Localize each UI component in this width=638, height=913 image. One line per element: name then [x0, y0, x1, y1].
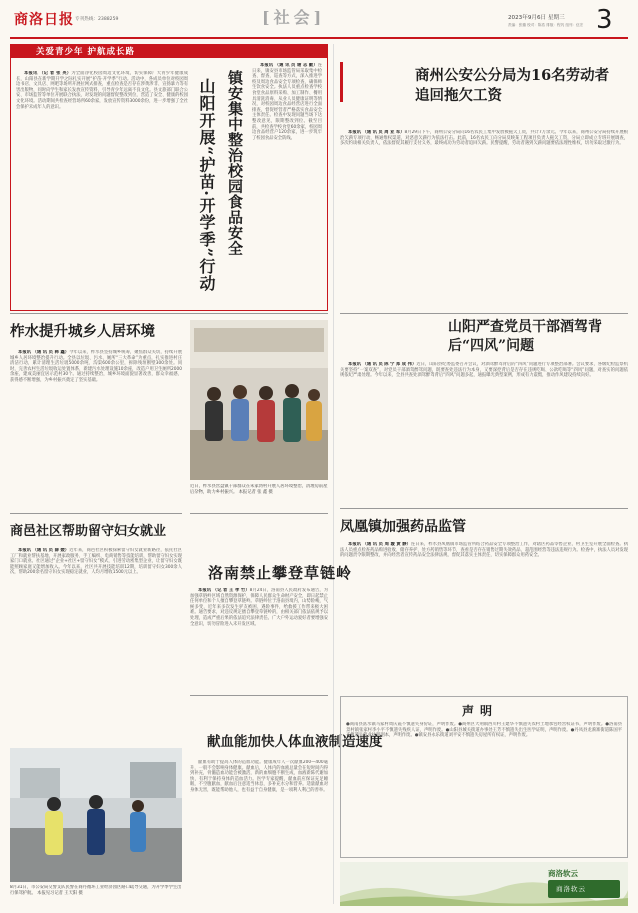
- shangzhou-headline: 商州公安公分局为16名劳动者追回拖欠工资: [415, 67, 610, 104]
- youth-banner-label: 关爱青少年 护航成长路: [36, 47, 135, 57]
- yangjiao-byline: 本报讯 （通 讯 员 陈 宁 郑 成 伟）: [348, 362, 417, 367]
- zhenan-headline: 镇安集中整治校园食品安全: [226, 70, 244, 256]
- editors-line: 责编：张璐 校对：陈浩 排版：程芮 组刊：伍宏: [508, 23, 584, 27]
- zhashui-photo: [190, 320, 328, 480]
- yangjiao-text: 近日，山阳县纪委监委召开会议，对酒驾醉驾背后的“四风”问题进行专项整治部署。会议要求，各级纪检监察机关要坚持“一案双查”，对党员干部酒驾醉驾问题，既要查处违法行为本身，又要深挖背后是否存在违规吃喝、公款吃喝等“四风”问题，对查实的问题依规依纪严肃处理。今年以来，全县共查处酒驾醉驾背后“四风”问题多起，通报曝光典型案例，形成有力震慑，推动作风建设持续向好。: [340, 362, 628, 379]
- page-number: 3: [596, 5, 613, 35]
- shangzhou-article-body: [340, 130, 628, 286]
- yangjiao-headline: 山阳严查党员干部酒驾背后“四风”问题: [448, 319, 602, 354]
- zhashui-article-body: [10, 350, 182, 506]
- yangjiao-top-rule: [340, 313, 628, 314]
- luonan-text: 8月24日，洛南县人民政府发布通告，为加强草链岭区域自然资源保护，保障人民群众生命财产安全，即日起禁止任何单位和个人擅自攀登草链岭。草链岭位于洛南县境内，山势险峻，气候多变，近年来多次发生驴友被困、遇险事件，给救援工作带来极大困难。通告要求，对违反规定擅自攀登草链岭的，由相关部门依法依规予以处理，造成严重后果的依法追究法律责任。广大户外运动爱好者要增强安全意识，切勿冒险进入未开发区域。: [190, 588, 328, 627]
- community-text: 近年来，商邑社区积极探索留守妇女就业新路径，依托社区工厂和就业帮扶基地，开展家政服务、手工编织、电商销售等技能培训，帮助留守妇女实现家门口就业。社区通过“企业+社区+留守妇女”模式，引进劳动密集型企业，让留守妇女既能照顾家庭又能增加收入。今年以来，社区共开展技能培训12期，培训留守妇女300余人次，帮助200余名留守妇女实现稳定就业，人均月增收1500元以上。: [10, 548, 182, 576]
- shanyang-byline: 本报讯 （记 者 张 英）: [24, 71, 72, 76]
- masthead-rule: [10, 37, 628, 39]
- yangjiao-article-body: [340, 362, 628, 500]
- shengming-headline: 声明: [462, 704, 499, 718]
- community-top-rule: [10, 513, 182, 514]
- section-name: 社会: [273, 8, 314, 27]
- luonan-photo: [10, 748, 182, 882]
- blood-top-rule: [190, 695, 328, 696]
- zhenan-byline: 本报讯 （通 讯 员 谢 志 勤）: [260, 63, 318, 68]
- shanyang-article-body: [16, 71, 188, 303]
- zhashui-headline: 柞水提升城乡人居环境: [10, 323, 155, 340]
- community-byline: 本报讯 （通 讯 员 薛 媛）: [18, 548, 70, 553]
- blood-headline: 献血能加快人体血液制造速度: [207, 734, 383, 750]
- fenghuang-headline: 凤凰镇加强药品监管: [340, 519, 466, 535]
- masthead: [0, 0, 638, 40]
- shangzhou-accent: [340, 62, 407, 102]
- shanyang-headline: 山阳开展“护苗·开学季”行动: [197, 78, 216, 292]
- luonan-article-body: [190, 588, 328, 688]
- zhenan-text: 连日来，镇安县市场监管局采取集中检查、督查、巡查等方式，深入推进学校及周边食品安全专项检查，确保师生饮食安全。执法人员重点检查学校食堂食品原料采购、加工制作、餐用具清洗消毒、从业人员健康证明等情况，对校园周边食品经营店进行全面排查，督促经营者严格落实食品安全主体责任。检查中发现问题当场下达整改意见，限期整改到位。截至目前，共检查学校食堂60余家，校园周边食品经营户120余家，进一步筑牢了校园食品安全防线。: [252, 63, 322, 141]
- shangzhou-byline: 本报讯 （通 讯 员 周 亚 军）: [348, 130, 405, 135]
- section-title: [社会]: [262, 8, 326, 27]
- shangzhou-text: 8月29日下午，商州公安分局向16名农民工集中发放被拖欠工资，共计7万余元。今年以来，商州公安分局持续开展根治欠薪专项行动，畅通维权渠道，对恶意欠薪行为依法打击。此前，16名农民工向分局反映某工程项目负责人拖欠工资，分局立即成立专班开展调查，多次约谈相关负责人，依法督促其履行支付义务，最终成功为劳动者追回欠薪。民警提醒，劳动者遇到欠薪问题要依法理性维权，切勿采取过激行为。: [340, 130, 628, 147]
- fenghuang-top-rule: [340, 508, 628, 509]
- community-headline: 商邑社区帮助留守妇女就业: [10, 524, 167, 539]
- fenghuang-article-body: [340, 542, 628, 690]
- fenghuang-text: 连日来，柞水县凤凰镇市场监管所结合药品安全专项整治工作，对辖区药品零售企业、村卫生室开展全面检查。执法人员重点检查药品购进验收、储存养护、处方药销售等环节，查看是否存在销售过期失效药品、超范围经营等违法违规行为。检查中，执法人员对发现的问题责令限期整改，并向经营者宣传药品安全法律法规，督促其落实主体责任，切实保障群众用药安全。: [340, 542, 628, 559]
- zhenan-article-body: [252, 63, 322, 295]
- newspaper-logo: 商洛日报: [14, 12, 74, 28]
- issue-date: 2023年9月6日 星期三: [508, 15, 565, 21]
- luonan-byline: 本报讯 （记 者 王 孝 竹）: [198, 588, 250, 593]
- shengming-body: ●商南县富水镇马家村周庆霞不慎遗失身份证，声明作废。●商州区大荆镇西川村王建华不慎遗失农村土地承包经营权证书，声明作废。●洛南县景村镇张家村李小平不慎遗失残疾人证，声明作废。●山阳县城关街道办事处王芳不慎遗失出生医学证明，声明作废。●丹凤县龙驹寨街道陈国平不慎遗失营业执照副本，声明作废。●镇安县永乐街道刘平安不慎遗失房屋所有权证，声明作废。: [346, 722, 622, 739]
- hotline: 专刊热线：2388259: [75, 17, 119, 22]
- blood-article-body: [190, 760, 328, 906]
- blood-text: 献血有助于提高人体的造血功能。健康成年人一次献血200—400毫升，一般不会影响身体健康。献血后，人体内的血液总量会在短时间内得到补充，骨髓造血功能会被激活，新的血细胞不断生成，血液新陈代谢加快，有利于保持身体的造血活力。医学专家提醒，献血前应保证充足睡眠，不空腹献血，献血后注意适当休息，多补充水分和营养。适量献血对身体无害，既能帮助他人，也有益于自身健康，是一项利人利己的善举。: [190, 760, 328, 793]
- luonan-photo-caption: 8月31日，市公安局交警支队民警在商丹循环工业经济园区路口疏导交通，为开学季学生出行保驾护航。 本报见习记者 王天阳 摄: [10, 885, 182, 896]
- luonan-top-rule: [190, 513, 328, 514]
- fenghuang-byline: 本报讯 （通 讯 员 周 璇 黄 静）: [348, 542, 411, 547]
- zhashui-text: 今年以来，柞水县坚持城乡统筹，聚焦群众关切，持续开展城乡人居环境整治提升行动。全县以垃圾、污水、厕所“三大革命”为重点，扎实推进村庄清洁行动，累计清理生活垃圾5000余吨、沟渠600余公里，拆除残垣断壁300余处。同时，完善农村生活垃圾收运处置体系，新建污水处理设施10余座，改造户用卫生厕所2000余座，建成美丽宜居示范村30个。通过持续整治，城乡环境面貌显著改善，群众幸福感、获得感不断增强，为乡村振兴奠定了坚实基础。: [10, 350, 182, 383]
- right-column-rule: [333, 44, 334, 904]
- ad-badge-text: 商洛软云: [556, 885, 586, 893]
- zhashui-photo-caption: 近日，柞水县营盘镇干部群众在朱家湾村开展人居环境整治，清理房前屋后杂物，助力乡村振兴。 本报记者 张 鑫 摄: [190, 484, 328, 495]
- zhashui-byline: 本报讯 （通 讯 员 韩 鑫）: [18, 350, 70, 355]
- zhashui-top-rule: [10, 313, 328, 314]
- luonan-headline: 洛南禁止攀登草链岭: [208, 564, 353, 582]
- community-article-body: [10, 548, 182, 738]
- ad-brand: 商洛软云: [548, 869, 578, 878]
- shanyang-text: 为全面净化校园周边文化环境，切实保障广大青少年健康成长，山阳县在新学期开学之际扎实开展“护苗·开学季”行动。活动中，各成员单位对校园周边书店、文具店、网吧等场所开展拉网式排查，重点检查是否存在涉黄涉非、宣扬暴力等有害出版物，同时向学生和家长发放宣传资料，引导青少年远离不良文化。县文旅部门联合公安、市场监管等单位开展联合执法，对发现的问题督促整改到位，营造了安全、健康的校园文化环境。活动期间共检查经营场所60余家，发放宣传资料3000余份，进一步增强了全社会保护未成年人的意识。: [16, 71, 188, 110]
